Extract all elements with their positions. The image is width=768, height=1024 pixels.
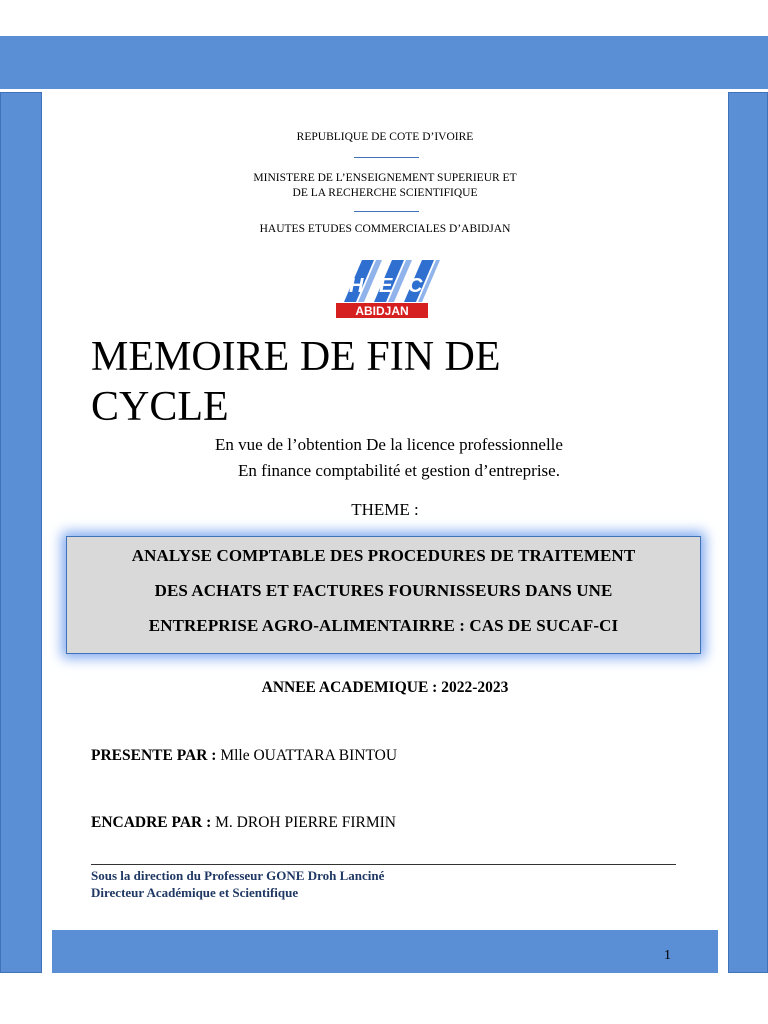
ministry-header-line1: MINISTERE DE L’ENSEIGNEMENT SUPERIEUR ET <box>253 172 517 184</box>
supervised-by-label: ENCADRE PAR : <box>91 814 212 831</box>
signature-divider <box>91 864 676 865</box>
page-number: 1 <box>664 948 671 963</box>
logo-letter: H <box>349 275 364 297</box>
right-blue-band <box>728 92 768 973</box>
supervised-by <box>91 814 396 832</box>
presented-by <box>91 747 397 765</box>
academic-year: ANNEE ACADEMIQUE : 2022-2023 <box>261 679 509 696</box>
title-word: DE <box>299 334 356 380</box>
republic-header: REPUBLIQUE DE COTE D’IVOIRE <box>296 131 474 143</box>
top-blue-band <box>0 36 768 89</box>
school-header: HAUTES ETUDES COMMERCIALES D’ABIDJAN <box>259 223 511 235</box>
subtitle-line2: En finance comptabilité et gestion d’entreprise. <box>238 461 560 480</box>
header-separator <box>354 211 419 212</box>
logo-city: ABIDJAN <box>355 304 409 318</box>
document-title-line1 <box>91 332 675 382</box>
supervised-by-name: M. DROH PIERRE FIRMIN <box>211 814 396 831</box>
subtitle-line1: En vue de l’obtention De la licence professionnelle <box>215 435 563 454</box>
left-blue-band <box>0 92 42 973</box>
presented-by-label: PRESENTE PAR : <box>91 747 217 764</box>
logo-letter: C <box>408 275 423 297</box>
theme-line2: DES ACHATS ET FACTURES FOURNISSEURS DANS UNE <box>154 581 613 600</box>
header-separator <box>354 157 419 158</box>
title-word: DE <box>444 334 501 380</box>
bottom-blue-band <box>52 930 718 973</box>
ministry-header-line2: DE LA RECHERCHE SCIENTIFIQUE <box>292 187 478 199</box>
hec-abidjan-logo <box>334 258 440 320</box>
title-word: MEMOIRE <box>91 334 290 380</box>
logo-letter: E <box>379 275 393 297</box>
document-title-line2: CYCLE <box>91 384 229 430</box>
direction-line1: Sous la direction du Professeur GONE Droh Lanciné <box>91 868 385 883</box>
theme-line3: ENTREPRISE AGRO-ALIMENTAIRRE : CAS DE SUCAF-CI <box>148 616 619 635</box>
direction-line2: Directeur Académique et Scientifique <box>91 885 299 900</box>
theme-box <box>66 536 701 654</box>
presented-by-name: Mlle OUATTARA BINTOU <box>216 747 398 764</box>
theme-label: THEME : <box>351 500 419 519</box>
title-word: FIN <box>366 334 435 380</box>
theme-line1: ANALYSE COMPTABLE DES PROCEDURES DE TRAITEMENT <box>131 546 636 565</box>
